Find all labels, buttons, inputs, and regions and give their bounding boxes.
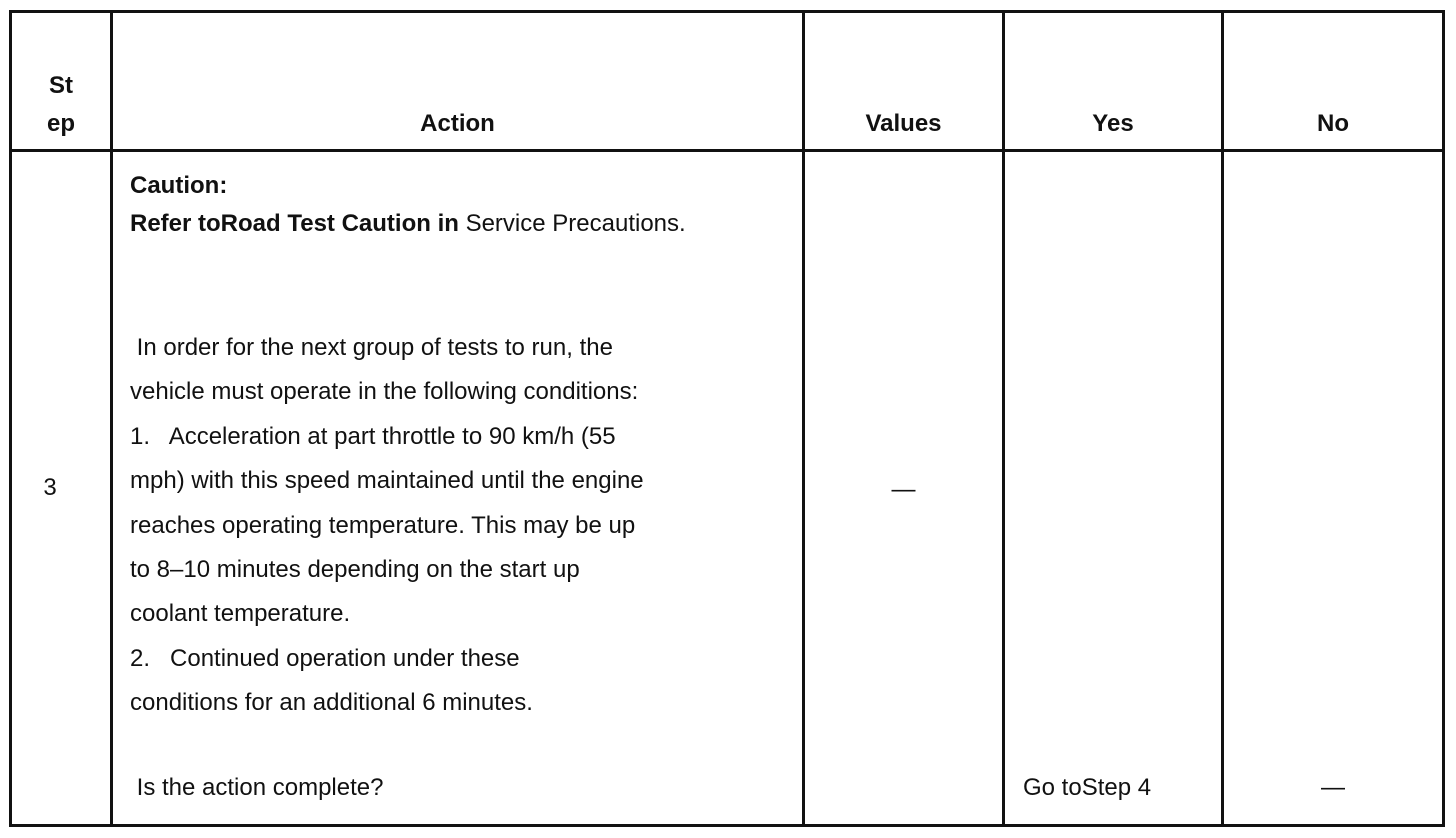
instruction-line: mph) with this speed maintained until the engine bbox=[130, 467, 644, 495]
step-number: 3 bbox=[43, 474, 57, 501]
instruction-line: 1. Acceleration at part throttle to 90 km/h (55 bbox=[130, 422, 616, 450]
header-step-line1: St bbox=[49, 72, 73, 99]
header-action: Action bbox=[420, 110, 495, 137]
instructions bbox=[130, 326, 795, 726]
instruction-line: to 8–10 minutes depending on the start up bbox=[130, 556, 580, 584]
instruction-line: In order for the next group of tests to run, the bbox=[130, 334, 613, 361]
header-step bbox=[12, 67, 110, 143]
instruction-line: 2. Continued operation under these bbox=[130, 644, 520, 672]
header-values: Values bbox=[865, 110, 942, 137]
instruction-line: conditions for an additional 6 minutes. bbox=[130, 689, 533, 717]
yes-cell[interactable]: Go toStep 4 bbox=[1023, 774, 1152, 801]
caution-reference bbox=[130, 205, 795, 243]
instruction-line: reaches operating temperature. This may be up bbox=[130, 511, 636, 539]
caution-reference-text: Refer toRoad Test Caution in bbox=[130, 210, 459, 237]
question-text: Is the action complete? bbox=[130, 774, 384, 801]
service-precautions-link[interactable]: Service Precautions. bbox=[465, 210, 686, 237]
header-step-line2: ep bbox=[46, 110, 75, 137]
no-cell: — bbox=[1321, 774, 1345, 801]
instruction-line: vehicle must operate in the following conditions: bbox=[130, 378, 639, 406]
header-divider bbox=[9, 149, 1445, 152]
action-cell bbox=[130, 167, 795, 243]
header-yes: Yes bbox=[1092, 110, 1134, 137]
header-no: No bbox=[1317, 110, 1349, 137]
instruction-line: coolant temperature. bbox=[130, 600, 351, 628]
values-cell: — bbox=[891, 476, 916, 503]
caution-label: Caution: bbox=[130, 172, 228, 199]
